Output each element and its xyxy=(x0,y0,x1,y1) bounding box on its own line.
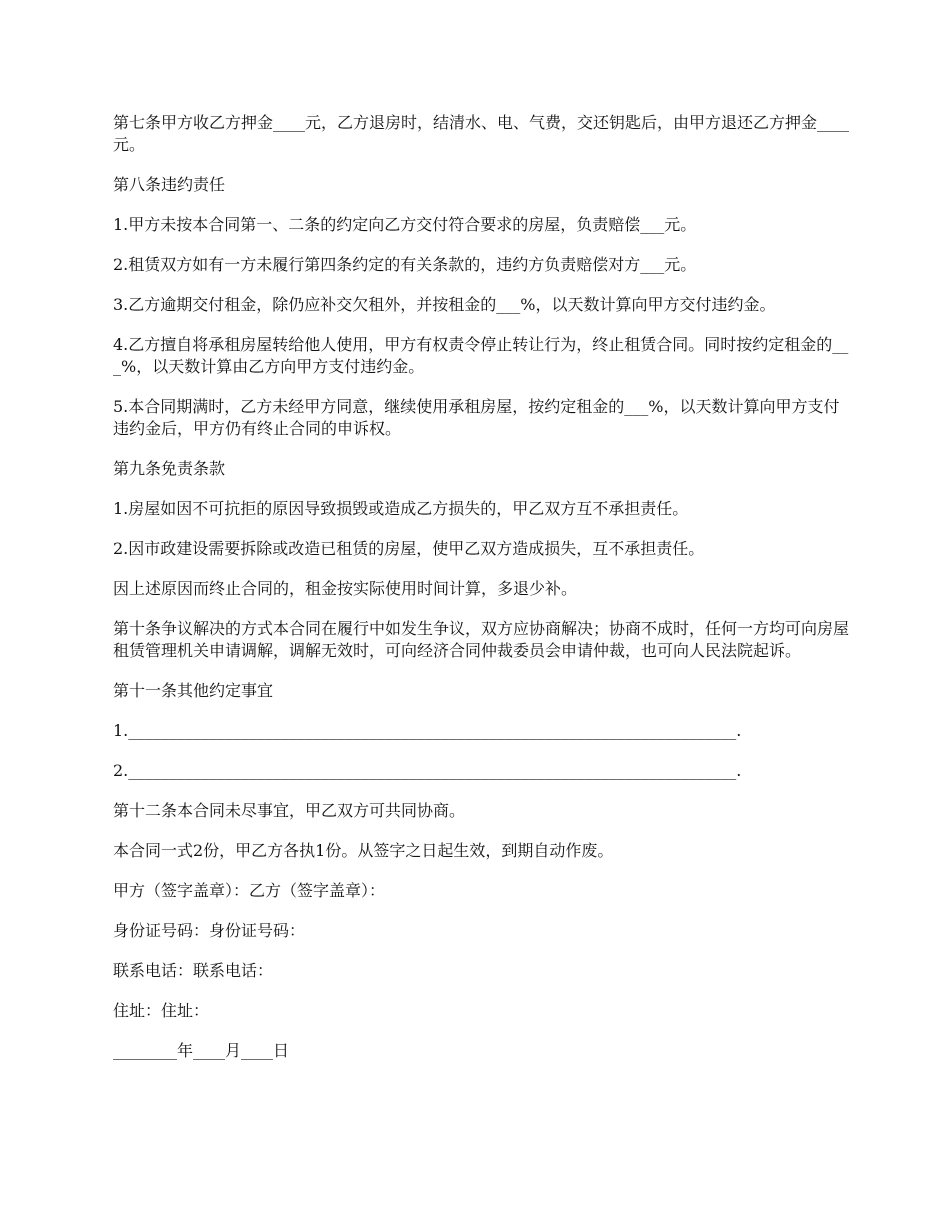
clause-9-item-1: 1.房屋如因不可抗拒的原因导致损毁或造成乙方损失的，甲乙双方互不承担责任。 xyxy=(113,499,689,518)
clause-9-note: 因上述原因而终止合同的，租金按实际使用时间计算，多退少补。 xyxy=(113,579,578,598)
address-line: 住址：住址： xyxy=(113,1001,210,1020)
clause-8-item-5: 5.本合同期满时，乙方未经甲方同意，继续使用承租房屋，按约定租金的___%，以天数计算向甲方支付违约金后，甲方仍有终止合同的申诉权。 xyxy=(113,397,840,438)
clause-8-item-3: 3.乙方逾期交付租金，除仍应补交欠租外，并按租金的___%，以天数计算向甲方交付违约金。 xyxy=(113,295,776,314)
clause-7-deposit: 第七条甲方收乙方押金____元，乙方退房时，结清水、电、气费，交还钥匙后，由甲方退还乙方押金____元。 xyxy=(113,113,850,154)
clause-9-item-2: 2.因市政建设需要拆除或改造已租赁的房屋，使甲乙双方造成损失，互不承担责任。 xyxy=(113,539,705,558)
date-line: ________年____月____日 xyxy=(113,1041,290,1060)
clause-11-heading: 第十一条其他约定事宜 xyxy=(113,681,274,700)
id-number-line: 身份证号码：身份证号码： xyxy=(113,921,306,940)
clause-11-blank-2: 2.____________________________________________________________________________. xyxy=(113,761,742,780)
signature-line: 甲方（签字盖章）：乙方（签字盖章）： xyxy=(113,881,386,900)
clause-8-item-2: 2.租赁双方如有一方未履行第四条约定的有关条款的，违约方负责赔偿对方___元。 xyxy=(113,255,697,274)
copies-note: 本合同一式2份，甲乙方各执1份。从签字之日起生效，到期自动作废。 xyxy=(113,841,614,860)
document-page xyxy=(113,112,853,1080)
clause-9-heading: 第九条免责条款 xyxy=(113,459,226,478)
clause-10-dispute: 第十条争议解决的方式本合同在履行中如发生争议，双方应协商解决；协商不成时，任何一方均可向房屋租赁管理机关申请调解，调解无效时，可向经济合同仲裁委员会申请仲裁，也可向人民法院起诉。 xyxy=(113,619,850,660)
clause-11-blank-1: 1.____________________________________________________________________________. xyxy=(113,721,742,740)
clause-8-heading: 第八条违约责任 xyxy=(113,175,226,194)
clause-12: 第十二条本合同未尽事宜，甲乙双方可共同协商。 xyxy=(113,801,466,820)
phone-line: 联系电话：联系电话： xyxy=(113,961,274,980)
clause-8-item-4: 4.乙方擅自将承租房屋转给他人使用，甲方有权责令停止转让行为，终止租赁合同。同时按约定租金的___%，以天数计算由乙方向甲方支付违约金。 xyxy=(113,335,849,376)
clause-8-item-1: 1.甲方未按本合同第一、二条的约定向乙方交付符合要求的房屋，负责赔偿___元。 xyxy=(113,215,697,234)
